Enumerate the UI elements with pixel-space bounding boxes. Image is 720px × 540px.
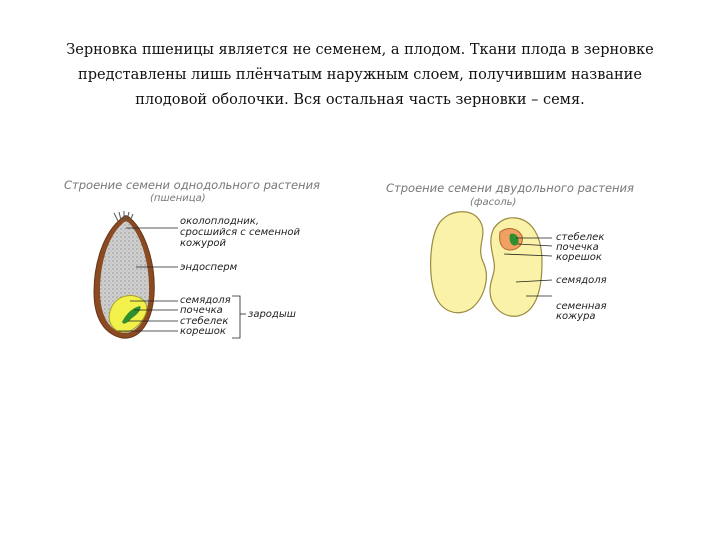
label-root-monocot: корешок [180, 326, 226, 337]
label-embryo: зародыш [248, 309, 296, 320]
label-root-dicot: корешок [556, 252, 602, 263]
label-stem-monocot: стебелек [180, 316, 229, 327]
label-pericarp-line3: кожурой [180, 238, 227, 249]
label-pericarp-line2: сросшийся с семенной [180, 227, 301, 238]
dicot-title: Строение семени двудольного растения [386, 181, 634, 195]
monocot-subtitle: (пшеница) [150, 193, 206, 204]
grain-brush [114, 211, 133, 221]
wheat-grain-illustration [94, 211, 154, 338]
label-pericarp-line1: околоплодник, [180, 216, 260, 227]
intro-text: Зерновка пшеницы является не семенем, а плодом. Ткани плода в зерновке представлены лишь плёнчатым наружным слоем, получившим название плодовой оболочки. Вся остальная часть зерновки – семя. [66, 42, 654, 108]
dicot-subtitle: (фасоль) [470, 197, 517, 208]
label-cotyledon-dicot: семядоля [556, 275, 607, 286]
label-stem-dicot: стебелек [556, 232, 605, 243]
label-cotyledon-monocot: семядоля [180, 295, 231, 306]
monocot-title: Строение семени однодольного растения [64, 178, 320, 192]
label-seed-coat-line2: кожура [556, 311, 596, 322]
label-bud-dicot: почечка [556, 242, 599, 253]
bean-cotyledon-left [431, 212, 487, 313]
label-endosperm: эндосперм [180, 262, 238, 273]
label-bud-monocot: почечка [180, 305, 223, 316]
bean-seed-illustration [431, 212, 542, 316]
label-seed-coat-line1: семенная [556, 301, 607, 312]
